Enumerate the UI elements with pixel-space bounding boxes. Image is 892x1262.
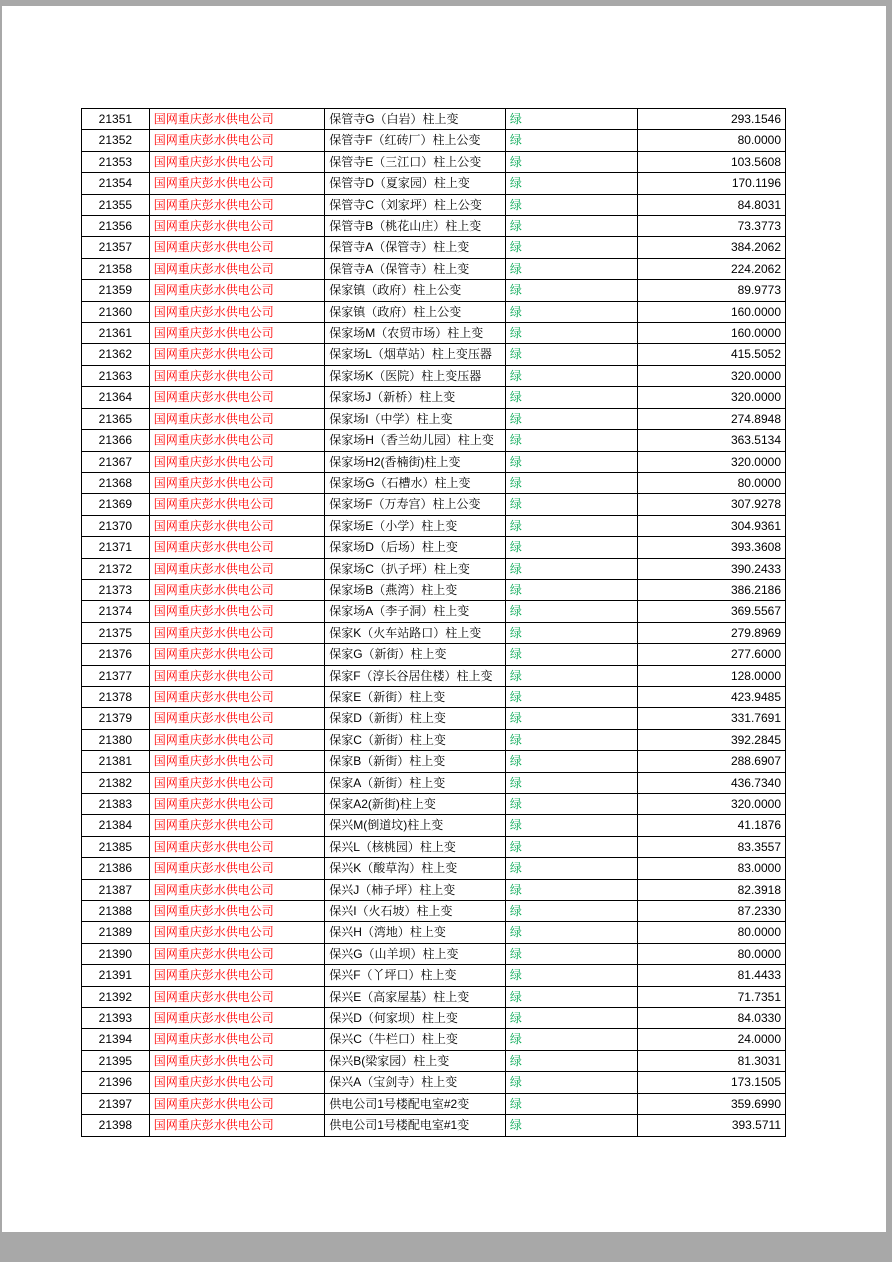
table-row bbox=[82, 1093, 786, 1114]
cell-id: 21394 bbox=[82, 1029, 150, 1050]
cell-company: 国网重庆彭水供电公司 bbox=[149, 836, 324, 857]
table-row bbox=[82, 943, 786, 964]
cell-status: 绿 bbox=[505, 1029, 637, 1050]
cell-value: 369.5567 bbox=[638, 601, 786, 622]
cell-status: 绿 bbox=[505, 879, 637, 900]
table-row bbox=[82, 109, 786, 130]
cell-station: 保兴M(倒道坟)柱上变 bbox=[325, 815, 506, 836]
cell-company: 国网重庆彭水供电公司 bbox=[149, 729, 324, 750]
cell-station: 保家场F（万寿宫）柱上公变 bbox=[325, 494, 506, 515]
table-row bbox=[82, 836, 786, 857]
cell-status: 绿 bbox=[505, 665, 637, 686]
cell-status: 绿 bbox=[505, 686, 637, 707]
cell-value: 84.8031 bbox=[638, 194, 786, 215]
cell-station: 保家C（新街）柱上变 bbox=[325, 729, 506, 750]
cell-id: 21393 bbox=[82, 1008, 150, 1029]
cell-company: 国网重庆彭水供电公司 bbox=[149, 1072, 324, 1093]
cell-value: 81.3031 bbox=[638, 1050, 786, 1071]
table-row bbox=[82, 794, 786, 815]
table-row bbox=[82, 365, 786, 386]
cell-status: 绿 bbox=[505, 965, 637, 986]
cell-company: 国网重庆彭水供电公司 bbox=[149, 258, 324, 279]
table-row bbox=[82, 751, 786, 772]
cell-status: 绿 bbox=[505, 986, 637, 1007]
cell-station: 保兴B(梁家园）柱上变 bbox=[325, 1050, 506, 1071]
cell-station: 保家场A（李子洞）柱上变 bbox=[325, 601, 506, 622]
cell-station: 保管寺B（桃花山庄）柱上变 bbox=[325, 216, 506, 237]
cell-id: 21364 bbox=[82, 387, 150, 408]
table-row bbox=[82, 216, 786, 237]
cell-value: 80.0000 bbox=[638, 943, 786, 964]
cell-company: 国网重庆彭水供电公司 bbox=[149, 879, 324, 900]
cell-id: 21378 bbox=[82, 686, 150, 707]
cell-value: 41.1876 bbox=[638, 815, 786, 836]
cell-value: 436.7340 bbox=[638, 772, 786, 793]
table-row bbox=[82, 858, 786, 879]
cell-id: 21379 bbox=[82, 708, 150, 729]
cell-value: 173.1505 bbox=[638, 1072, 786, 1093]
cell-status: 绿 bbox=[505, 387, 637, 408]
cell-value: 384.2062 bbox=[638, 237, 786, 258]
cell-status: 绿 bbox=[505, 194, 637, 215]
cell-id: 21358 bbox=[82, 258, 150, 279]
cell-value: 103.5608 bbox=[638, 151, 786, 172]
cell-station: 保家场L（烟草站）柱上变压器 bbox=[325, 344, 506, 365]
cell-status: 绿 bbox=[505, 943, 637, 964]
cell-id: 21383 bbox=[82, 794, 150, 815]
cell-status: 绿 bbox=[505, 151, 637, 172]
cell-value: 80.0000 bbox=[638, 130, 786, 151]
cell-company: 国网重庆彭水供电公司 bbox=[149, 815, 324, 836]
cell-status: 绿 bbox=[505, 237, 637, 258]
cell-value: 320.0000 bbox=[638, 451, 786, 472]
cell-station: 保家场I（中学）柱上变 bbox=[325, 408, 506, 429]
cell-status: 绿 bbox=[505, 922, 637, 943]
cell-company: 国网重庆彭水供电公司 bbox=[149, 665, 324, 686]
cell-value: 393.3608 bbox=[638, 537, 786, 558]
cell-company: 国网重庆彭水供电公司 bbox=[149, 109, 324, 130]
cell-id: 21372 bbox=[82, 558, 150, 579]
cell-status: 绿 bbox=[505, 323, 637, 344]
cell-id: 21354 bbox=[82, 173, 150, 194]
table-row bbox=[82, 901, 786, 922]
table-row bbox=[82, 1115, 786, 1136]
cell-status: 绿 bbox=[505, 280, 637, 301]
cell-station: 保兴D（何家坝）柱上变 bbox=[325, 1008, 506, 1029]
cell-company: 国网重庆彭水供电公司 bbox=[149, 216, 324, 237]
cell-value: 423.9485 bbox=[638, 686, 786, 707]
cell-status: 绿 bbox=[505, 1115, 637, 1136]
cell-station: 供电公司1号楼配电室#2变 bbox=[325, 1093, 506, 1114]
cell-value: 415.5052 bbox=[638, 344, 786, 365]
cell-station: 供电公司1号楼配电室#1变 bbox=[325, 1115, 506, 1136]
cell-station: 保兴F（丫坪口）柱上变 bbox=[325, 965, 506, 986]
cell-value: 320.0000 bbox=[638, 365, 786, 386]
cell-id: 21365 bbox=[82, 408, 150, 429]
table-row bbox=[82, 387, 786, 408]
cell-value: 87.2330 bbox=[638, 901, 786, 922]
cell-status: 绿 bbox=[505, 836, 637, 857]
cell-value: 83.0000 bbox=[638, 858, 786, 879]
cell-company: 国网重庆彭水供电公司 bbox=[149, 1050, 324, 1071]
cell-station: 保家场G（石槽水）柱上变 bbox=[325, 472, 506, 493]
cell-station: 保家E（新街）柱上变 bbox=[325, 686, 506, 707]
cell-company: 国网重庆彭水供电公司 bbox=[149, 151, 324, 172]
table-row bbox=[82, 537, 786, 558]
cell-value: 73.3773 bbox=[638, 216, 786, 237]
cell-value: 277.6000 bbox=[638, 644, 786, 665]
table-row bbox=[82, 323, 786, 344]
cell-status: 绿 bbox=[505, 472, 637, 493]
cell-id: 21359 bbox=[82, 280, 150, 301]
cell-station: 保管寺E（三江口）柱上公变 bbox=[325, 151, 506, 172]
cell-id: 21368 bbox=[82, 472, 150, 493]
table-row bbox=[82, 965, 786, 986]
table-row bbox=[82, 515, 786, 536]
cell-id: 21375 bbox=[82, 622, 150, 643]
cell-company: 国网重庆彭水供电公司 bbox=[149, 472, 324, 493]
cell-company: 国网重庆彭水供电公司 bbox=[149, 772, 324, 793]
cell-status: 绿 bbox=[505, 365, 637, 386]
cell-company: 国网重庆彭水供电公司 bbox=[149, 708, 324, 729]
cell-company: 国网重庆彭水供电公司 bbox=[149, 794, 324, 815]
cell-status: 绿 bbox=[505, 729, 637, 750]
cell-company: 国网重庆彭水供电公司 bbox=[149, 387, 324, 408]
cell-station: 保家场J（新桥）柱上变 bbox=[325, 387, 506, 408]
cell-station: 保管寺G（白岩）柱上变 bbox=[325, 109, 506, 130]
cell-company: 国网重庆彭水供电公司 bbox=[149, 130, 324, 151]
cell-status: 绿 bbox=[505, 751, 637, 772]
cell-company: 国网重庆彭水供电公司 bbox=[149, 644, 324, 665]
cell-station: 保兴G（山羊坝）柱上变 bbox=[325, 943, 506, 964]
cell-value: 304.9361 bbox=[638, 515, 786, 536]
cell-station: 保家镇（政府）柱上公变 bbox=[325, 301, 506, 322]
cell-station: 保兴H（湾地）柱上变 bbox=[325, 922, 506, 943]
cell-status: 绿 bbox=[505, 708, 637, 729]
table-row bbox=[82, 130, 786, 151]
cell-id: 21357 bbox=[82, 237, 150, 258]
cell-id: 21392 bbox=[82, 986, 150, 1007]
cell-status: 绿 bbox=[505, 301, 637, 322]
cell-id: 21356 bbox=[82, 216, 150, 237]
cell-status: 绿 bbox=[505, 515, 637, 536]
cell-value: 81.4433 bbox=[638, 965, 786, 986]
cell-company: 国网重庆彭水供电公司 bbox=[149, 365, 324, 386]
cell-value: 274.8948 bbox=[638, 408, 786, 429]
table-row bbox=[82, 301, 786, 322]
cell-id: 21367 bbox=[82, 451, 150, 472]
cell-id: 21386 bbox=[82, 858, 150, 879]
table-body bbox=[82, 109, 786, 1137]
cell-company: 国网重庆彭水供电公司 bbox=[149, 1115, 324, 1136]
cell-company: 国网重庆彭水供电公司 bbox=[149, 901, 324, 922]
cell-id: 21387 bbox=[82, 879, 150, 900]
cell-company: 国网重庆彭水供电公司 bbox=[149, 858, 324, 879]
cell-id: 21390 bbox=[82, 943, 150, 964]
cell-station: 保管寺D（夏家园）柱上变 bbox=[325, 173, 506, 194]
cell-company: 国网重庆彭水供电公司 bbox=[149, 943, 324, 964]
cell-station: 保兴A（宝剑寺）柱上变 bbox=[325, 1072, 506, 1093]
cell-id: 21396 bbox=[82, 1072, 150, 1093]
cell-status: 绿 bbox=[505, 130, 637, 151]
cell-station: 保家场H2(香楠街)柱上变 bbox=[325, 451, 506, 472]
cell-station: 保家场D（后场）柱上变 bbox=[325, 537, 506, 558]
cell-status: 绿 bbox=[505, 258, 637, 279]
cell-company: 国网重庆彭水供电公司 bbox=[149, 280, 324, 301]
table-row bbox=[82, 472, 786, 493]
table-row bbox=[82, 408, 786, 429]
cell-value: 160.0000 bbox=[638, 323, 786, 344]
cell-status: 绿 bbox=[505, 644, 637, 665]
document-page bbox=[2, 6, 886, 1232]
cell-value: 80.0000 bbox=[638, 472, 786, 493]
cell-company: 国网重庆彭水供电公司 bbox=[149, 965, 324, 986]
cell-company: 国网重庆彭水供电公司 bbox=[149, 173, 324, 194]
cell-status: 绿 bbox=[505, 794, 637, 815]
cell-company: 国网重庆彭水供电公司 bbox=[149, 686, 324, 707]
table-row bbox=[82, 879, 786, 900]
cell-station: 保管寺A（保管寺）柱上变 bbox=[325, 258, 506, 279]
cell-status: 绿 bbox=[505, 901, 637, 922]
cell-company: 国网重庆彭水供电公司 bbox=[149, 194, 324, 215]
power-station-table bbox=[81, 108, 786, 1137]
cell-company: 国网重庆彭水供电公司 bbox=[149, 1093, 324, 1114]
cell-status: 绿 bbox=[505, 1093, 637, 1114]
cell-station: 保家A2(新街)柱上变 bbox=[325, 794, 506, 815]
cell-company: 国网重庆彭水供电公司 bbox=[149, 986, 324, 1007]
cell-id: 21384 bbox=[82, 815, 150, 836]
table-row bbox=[82, 344, 786, 365]
cell-value: 320.0000 bbox=[638, 794, 786, 815]
cell-station: 保兴J（柿子坪）柱上变 bbox=[325, 879, 506, 900]
cell-id: 21377 bbox=[82, 665, 150, 686]
cell-company: 国网重庆彭水供电公司 bbox=[149, 515, 324, 536]
cell-id: 21388 bbox=[82, 901, 150, 922]
cell-value: 331.7691 bbox=[638, 708, 786, 729]
cell-company: 国网重庆彭水供电公司 bbox=[149, 344, 324, 365]
cell-value: 392.2845 bbox=[638, 729, 786, 750]
table-row bbox=[82, 686, 786, 707]
table-row bbox=[82, 644, 786, 665]
cell-id: 21371 bbox=[82, 537, 150, 558]
cell-station: 保家D（新街）柱上变 bbox=[325, 708, 506, 729]
cell-value: 84.0330 bbox=[638, 1008, 786, 1029]
table-row bbox=[82, 772, 786, 793]
cell-value: 279.8969 bbox=[638, 622, 786, 643]
cell-station: 保家场B（燕湾）柱上变 bbox=[325, 579, 506, 600]
cell-station: 保管寺C（刘家坪）柱上公变 bbox=[325, 194, 506, 215]
table-row bbox=[82, 194, 786, 215]
cell-id: 21382 bbox=[82, 772, 150, 793]
cell-status: 绿 bbox=[505, 579, 637, 600]
cell-status: 绿 bbox=[505, 344, 637, 365]
cell-value: 83.3557 bbox=[638, 836, 786, 857]
cell-status: 绿 bbox=[505, 494, 637, 515]
cell-id: 21370 bbox=[82, 515, 150, 536]
cell-id: 21374 bbox=[82, 601, 150, 622]
cell-station: 保家场H（香兰幼儿园）柱上变 bbox=[325, 430, 506, 451]
cell-value: 170.1196 bbox=[638, 173, 786, 194]
cell-station: 保家场C（扒子坪）柱上变 bbox=[325, 558, 506, 579]
cell-id: 21363 bbox=[82, 365, 150, 386]
cell-value: 82.3918 bbox=[638, 879, 786, 900]
cell-status: 绿 bbox=[505, 815, 637, 836]
cell-id: 21360 bbox=[82, 301, 150, 322]
cell-station: 保兴C（牛栏口）柱上变 bbox=[325, 1029, 506, 1050]
cell-station: 保兴L（核桃园）柱上变 bbox=[325, 836, 506, 857]
cell-company: 国网重庆彭水供电公司 bbox=[149, 622, 324, 643]
cell-id: 21373 bbox=[82, 579, 150, 600]
cell-company: 国网重庆彭水供电公司 bbox=[149, 1008, 324, 1029]
cell-id: 21395 bbox=[82, 1050, 150, 1071]
cell-status: 绿 bbox=[505, 537, 637, 558]
cell-id: 21385 bbox=[82, 836, 150, 857]
cell-value: 359.6990 bbox=[638, 1093, 786, 1114]
cell-value: 89.9773 bbox=[638, 280, 786, 301]
cell-company: 国网重庆彭水供电公司 bbox=[149, 751, 324, 772]
cell-value: 288.6907 bbox=[638, 751, 786, 772]
cell-id: 21351 bbox=[82, 109, 150, 130]
cell-company: 国网重庆彭水供电公司 bbox=[149, 323, 324, 344]
table-row bbox=[82, 708, 786, 729]
table-row bbox=[82, 173, 786, 194]
cell-status: 绿 bbox=[505, 1008, 637, 1029]
cell-value: 293.1546 bbox=[638, 109, 786, 130]
table-row bbox=[82, 665, 786, 686]
cell-value: 363.5134 bbox=[638, 430, 786, 451]
cell-company: 国网重庆彭水供电公司 bbox=[149, 408, 324, 429]
cell-id: 21369 bbox=[82, 494, 150, 515]
table-row bbox=[82, 601, 786, 622]
cell-company: 国网重庆彭水供电公司 bbox=[149, 1029, 324, 1050]
cell-value: 160.0000 bbox=[638, 301, 786, 322]
cell-value: 307.9278 bbox=[638, 494, 786, 515]
cell-status: 绿 bbox=[505, 558, 637, 579]
cell-company: 国网重庆彭水供电公司 bbox=[149, 451, 324, 472]
table-row bbox=[82, 280, 786, 301]
cell-value: 390.2433 bbox=[638, 558, 786, 579]
cell-id: 21389 bbox=[82, 922, 150, 943]
cell-status: 绿 bbox=[505, 216, 637, 237]
cell-station: 保兴I（火石坡）柱上变 bbox=[325, 901, 506, 922]
cell-station: 保家B（新街）柱上变 bbox=[325, 751, 506, 772]
cell-company: 国网重庆彭水供电公司 bbox=[149, 537, 324, 558]
cell-station: 保家场M（农贸市场）柱上变 bbox=[325, 323, 506, 344]
table-row bbox=[82, 451, 786, 472]
cell-status: 绿 bbox=[505, 173, 637, 194]
cell-station: 保家F（淳长谷居住楼）柱上变 bbox=[325, 665, 506, 686]
table-row bbox=[82, 494, 786, 515]
cell-id: 21381 bbox=[82, 751, 150, 772]
cell-id: 21391 bbox=[82, 965, 150, 986]
cell-id: 21353 bbox=[82, 151, 150, 172]
cell-station: 保兴K（酸草沟）柱上变 bbox=[325, 858, 506, 879]
cell-station: 保兴E（高家屋基）柱上变 bbox=[325, 986, 506, 1007]
table-row bbox=[82, 558, 786, 579]
cell-status: 绿 bbox=[505, 1050, 637, 1071]
cell-id: 21397 bbox=[82, 1093, 150, 1114]
table-row bbox=[82, 151, 786, 172]
cell-value: 24.0000 bbox=[638, 1029, 786, 1050]
cell-company: 国网重庆彭水供电公司 bbox=[149, 301, 324, 322]
cell-status: 绿 bbox=[505, 408, 637, 429]
cell-company: 国网重庆彭水供电公司 bbox=[149, 922, 324, 943]
cell-id: 21366 bbox=[82, 430, 150, 451]
cell-company: 国网重庆彭水供电公司 bbox=[149, 601, 324, 622]
cell-value: 320.0000 bbox=[638, 387, 786, 408]
cell-id: 21352 bbox=[82, 130, 150, 151]
cell-id: 21398 bbox=[82, 1115, 150, 1136]
cell-company: 国网重庆彭水供电公司 bbox=[149, 237, 324, 258]
cell-status: 绿 bbox=[505, 451, 637, 472]
cell-id: 21376 bbox=[82, 644, 150, 665]
cell-station: 保家镇（政府）柱上公变 bbox=[325, 280, 506, 301]
cell-station: 保管寺A（保管寺）柱上变 bbox=[325, 237, 506, 258]
cell-value: 224.2062 bbox=[638, 258, 786, 279]
cell-status: 绿 bbox=[505, 430, 637, 451]
cell-status: 绿 bbox=[505, 622, 637, 643]
table-row bbox=[82, 986, 786, 1007]
cell-station: 保家场K（医院）柱上变压器 bbox=[325, 365, 506, 386]
cell-id: 21355 bbox=[82, 194, 150, 215]
cell-status: 绿 bbox=[505, 109, 637, 130]
cell-company: 国网重庆彭水供电公司 bbox=[149, 579, 324, 600]
table-row bbox=[82, 430, 786, 451]
cell-value: 393.5711 bbox=[638, 1115, 786, 1136]
table-row bbox=[82, 579, 786, 600]
table-row bbox=[82, 1072, 786, 1093]
cell-value: 80.0000 bbox=[638, 922, 786, 943]
cell-status: 绿 bbox=[505, 858, 637, 879]
cell-company: 国网重庆彭水供电公司 bbox=[149, 494, 324, 515]
table-row bbox=[82, 922, 786, 943]
table-row bbox=[82, 729, 786, 750]
cell-id: 21361 bbox=[82, 323, 150, 344]
cell-value: 386.2186 bbox=[638, 579, 786, 600]
table-row bbox=[82, 1008, 786, 1029]
table-row bbox=[82, 237, 786, 258]
table-row bbox=[82, 1029, 786, 1050]
table-row bbox=[82, 815, 786, 836]
cell-station: 保管寺F（红砖厂）柱上公变 bbox=[325, 130, 506, 151]
cell-station: 保家K（火车站路口）柱上变 bbox=[325, 622, 506, 643]
cell-station: 保家G（新街）柱上变 bbox=[325, 644, 506, 665]
cell-company: 国网重庆彭水供电公司 bbox=[149, 558, 324, 579]
cell-station: 保家A（新街）柱上变 bbox=[325, 772, 506, 793]
cell-status: 绿 bbox=[505, 601, 637, 622]
cell-station: 保家场E（小学）柱上变 bbox=[325, 515, 506, 536]
cell-company: 国网重庆彭水供电公司 bbox=[149, 430, 324, 451]
table-row bbox=[82, 258, 786, 279]
cell-status: 绿 bbox=[505, 1072, 637, 1093]
cell-id: 21362 bbox=[82, 344, 150, 365]
cell-id: 21380 bbox=[82, 729, 150, 750]
table-row bbox=[82, 1050, 786, 1071]
cell-status: 绿 bbox=[505, 772, 637, 793]
cell-value: 71.7351 bbox=[638, 986, 786, 1007]
table-row bbox=[82, 622, 786, 643]
cell-value: 128.0000 bbox=[638, 665, 786, 686]
